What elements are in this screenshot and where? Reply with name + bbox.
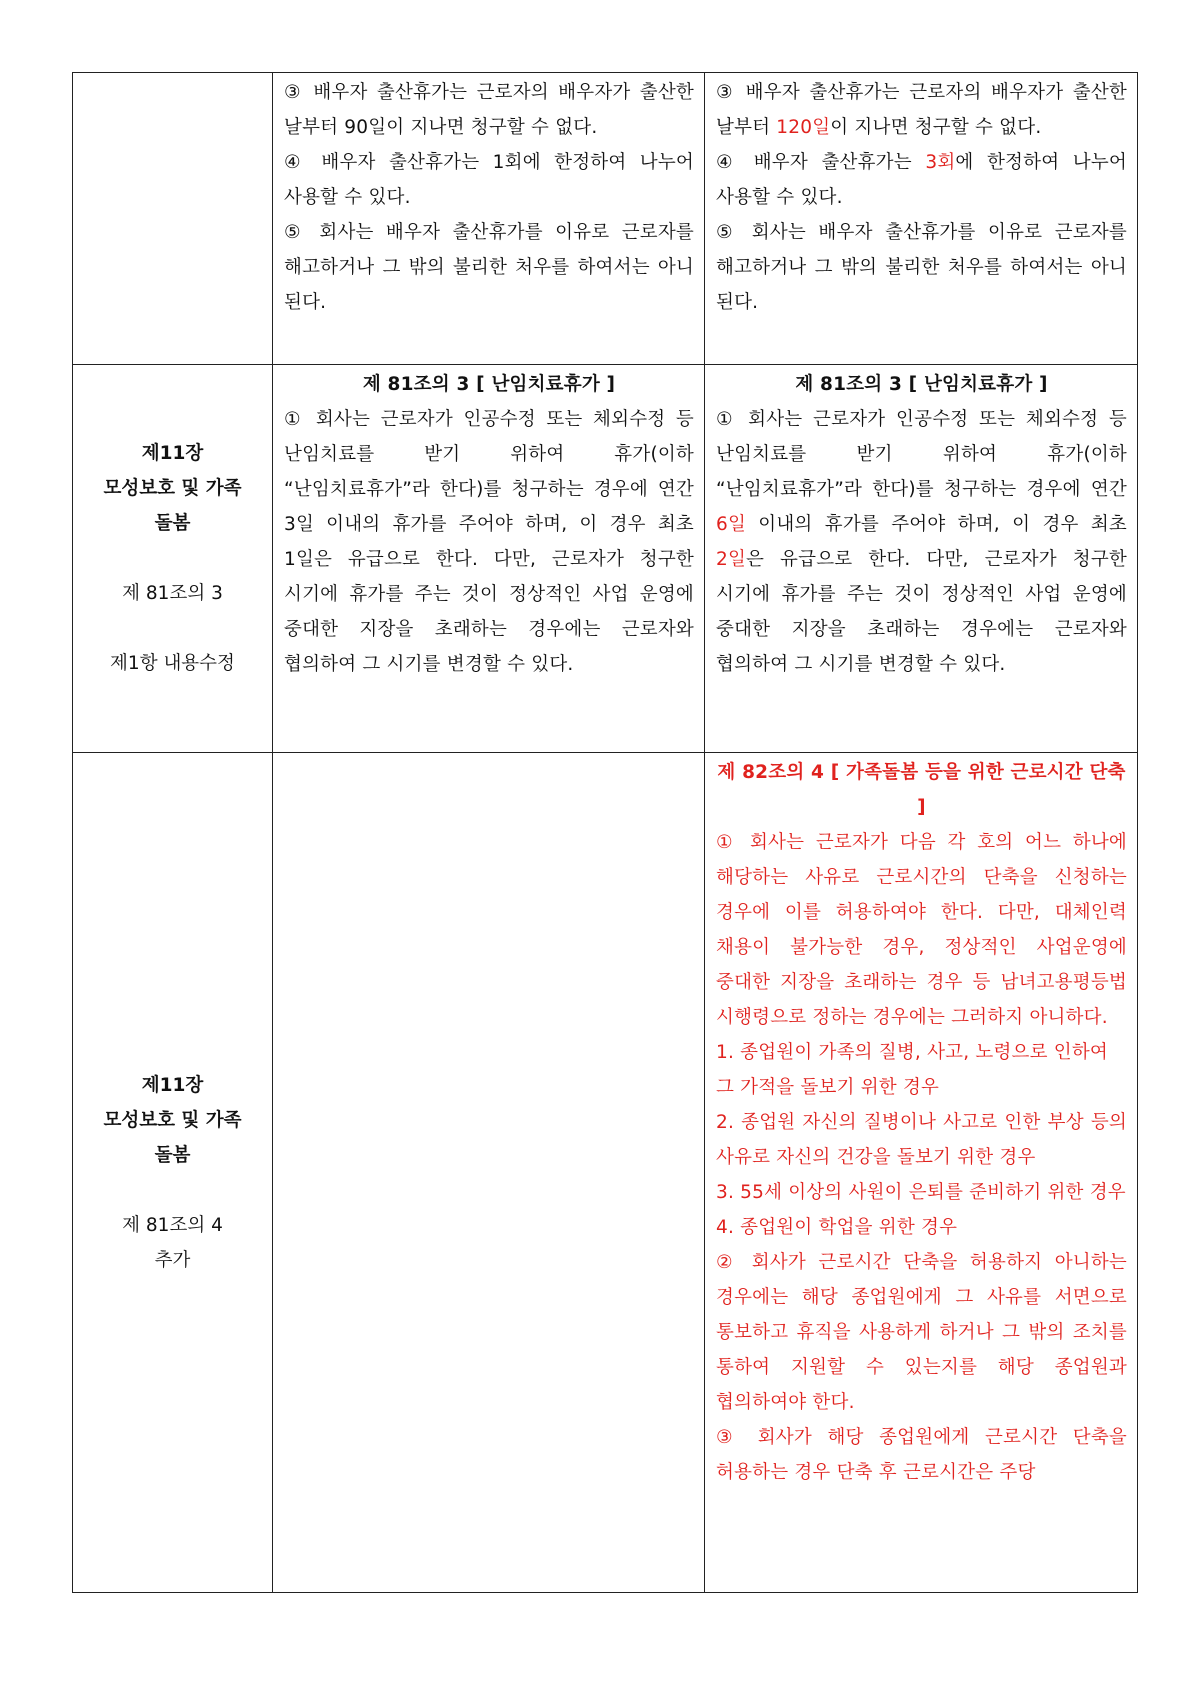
chapter-name: 돌봄 [154,513,191,534]
list-item: 1. 종업원이 가족의 질병, 사고, 노령으로 인하여 그 가적을 돌보기 위한 경우 [716,1042,1108,1098]
paragraph [716,75,1127,145]
paragraph: ⑤ 회사는 배우자 출산휴가를 이유로 근로자를 해고하거나 그 밖의 불리한 처우를 하여서는 아니 된다. [716,222,1127,313]
current-text-cell [273,73,705,365]
changed-text: 2일 [716,549,747,570]
paragraph: ② 회사가 근로시간 단축을 허용하지 아니하는 경우에는 해당 종업원에게 그 사유를 서면으로 통보하고 휴직을 사용하게 하거나 그 밖의 조치를 통하여 지원할 수 있는지를 해당 종업원과 협의하여야 한다. [716,1252,1127,1413]
text: 이내의 휴가를 주어야 하며, 이 경우 최초 [746,514,1127,535]
text: 은 유급으로 한다. 다만, 근로자가 청구한 시기에 휴가를 주는 것이 정상적인 사업 운영에 중대한 지장을 초래하는 경우에는 근로자와 협의하여 그 시기를 변경할 수 있다. [716,549,1127,675]
current-text-cell [273,753,705,1593]
changed-text: 120일 [776,117,831,138]
text: ④ 배우자 출산휴가는 [716,152,926,173]
revised-text-cell [705,73,1138,365]
article-title: 제 81조의 3 [ 난임치료휴가 ] [362,374,616,395]
paragraph [716,402,1127,682]
revised-text-cell [705,753,1138,1593]
category-cell [73,753,273,1593]
table-row [73,365,1138,753]
change-type: 추가 [154,1249,191,1271]
chapter-name: 돌봄 [154,1144,191,1166]
revised-text-cell [705,365,1138,753]
list-item: 2. 종업원 자신의 질병이나 사고로 인한 부상 등의 사유로 자신의 건강을 돌보기 위한 경우 [716,1112,1127,1168]
paragraph [716,145,1127,215]
chapter-name: 모성보호 및 가족 [103,478,242,499]
paragraph: ① 회사는 근로자가 다음 각 호의 어느 하나에 해당하는 사유로 근로시간의 단축을 신청하는 경우에 이를 허용하여야 한다. 다만, 대체인력 채용이 불가능한 경우, 정상적인 사업운영에 중대한 지장을 초래하는 경우 등 남녀고용평등법 시행령으로 정하는 경우에는 그러하지 아니하다. [716,832,1127,1028]
current-text-cell [273,365,705,753]
changed-text: 6일 [716,514,747,535]
paragraph: ① 회사는 근로자가 인공수정 또는 체외수정 등 난임치료를 받기 위하여 휴가(이하 “난임치료휴가”라 한다)를 청구하는 경우에 연간 3일 이내의 휴가를 주어야 하며, 이 경우 최초 1일은 유급으로 한다. 다만, 근로자가 청구한 시기에 휴가를 주는 것이 정상적인 사업 운영에 중대한 지장을 초래하는 경우에는 근로자와 협의하여 그 시기를 변경할 수 있다. [284,409,694,675]
empty-text [273,753,704,755]
paragraph: ⑤ 회사는 배우자 출산휴가를 이유로 근로자를 해고하거나 그 밖의 불리한 처우를 하여서는 아니 된다. [284,222,694,313]
paragraph: ④ 배우자 출산휴가는 1회에 한정하여 나누어 사용할 수 있다. [284,152,694,208]
category-cell [73,73,273,365]
amendment-table [72,72,1138,1593]
text: 이 지나면 청구할 수 없다. [830,117,1042,138]
article-label: 제 81조의 4 [122,1214,223,1236]
article-title: 제 81조의 3 [ 난임치료휴가 ] [795,374,1048,395]
paragraph: ③ 배우자 출산휴가는 근로자의 배우자가 출산한 날부터 90일이 지나면 청구할 수 없다. [284,82,694,138]
changed-text: 3회 [925,152,956,173]
paragraph: ③ 회사가 해당 종업원에게 근로시간 단축을 허용하는 경우 단축 후 근로시간은 주당 [716,1427,1127,1483]
article-title: 제 82조의 4 [ 가족돌봄 등을 위한 근로시간 단축 ] [717,762,1126,818]
chapter-name: 모성보호 및 가족 [103,1109,242,1131]
list-item: 3. 55세 이상의 사원이 은퇴를 준비하기 위한 경우 [716,1182,1126,1203]
chapter-label: 제11장 [141,443,204,464]
table-row [73,73,1138,365]
chapter-label: 제11장 [141,1074,204,1096]
text: ③ 배우자 출산휴가는 근로자의 배우자가 출산한 날부터 [716,82,1127,138]
category-cell [73,365,273,753]
change-type: 제1항 내용수정 [110,653,235,674]
article-label: 제 81조의 3 [122,583,223,604]
text: ① 회사는 근로자가 인공수정 또는 체외수정 등 난임치료를 받기 위하여 휴가(이하 “난임치료휴가”라 한다)를 청구하는 경우에 연간 [716,409,1127,500]
text: 에 한정하여 나누어 사용할 수 있다. [716,152,1127,208]
list-item: 4. 종업원이 학업을 위한 경우 [716,1217,958,1238]
table-row [73,753,1138,1593]
